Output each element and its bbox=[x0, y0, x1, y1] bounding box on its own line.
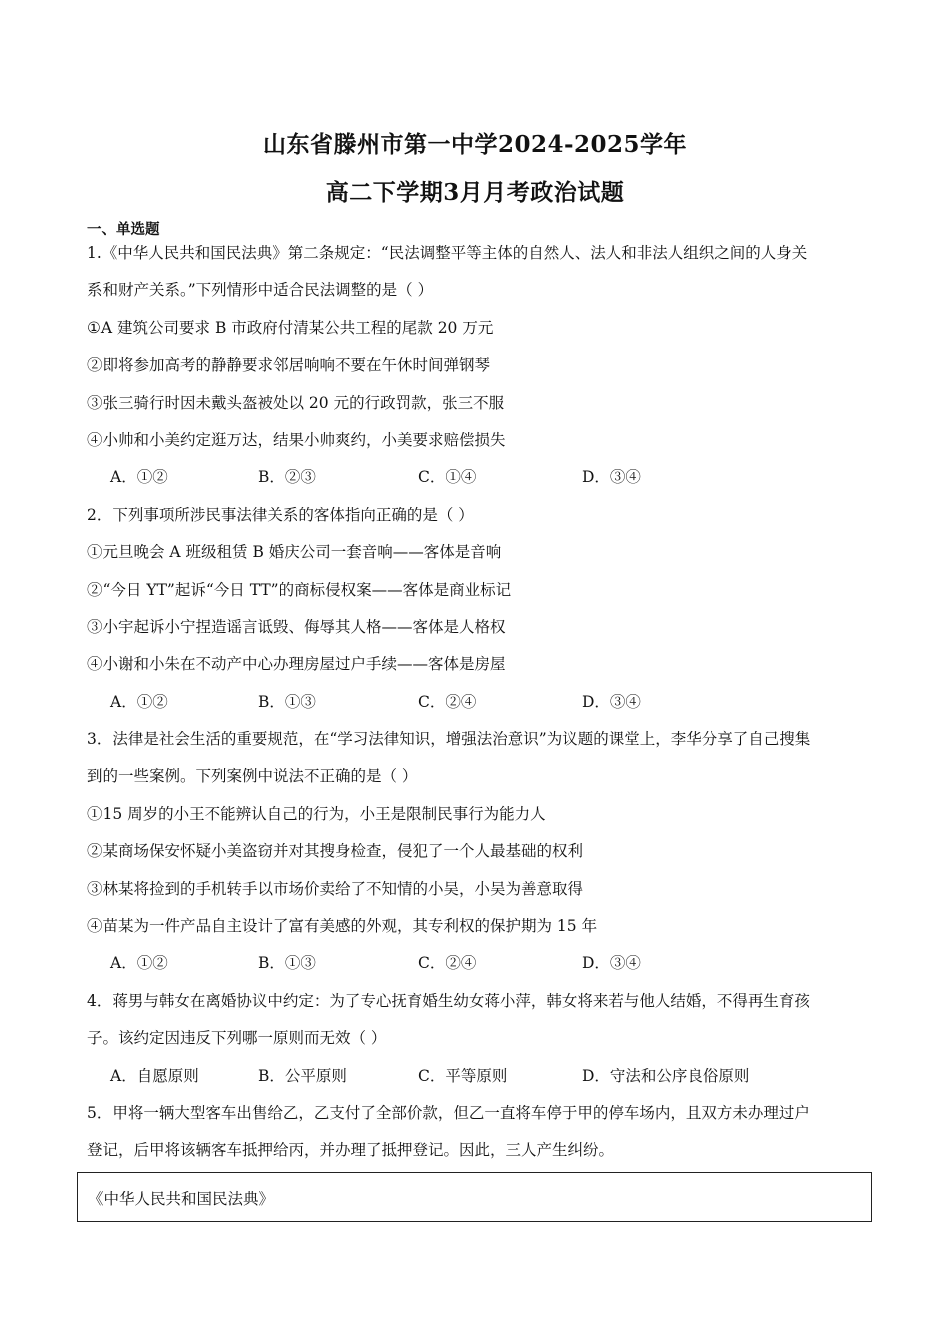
question-option-item: ③张三骑行时因未戴头盔被处以 20 元的行政罚款，张三不服 bbox=[87, 393, 505, 412]
question-stem-line: 系和财产关系。”下列情形中适合民法调整的是（ ） bbox=[87, 281, 434, 300]
question-stem bbox=[87, 505, 865, 525]
question-stem bbox=[87, 729, 865, 786]
question-option-item: ①A 建筑公司要求 B 市政府付清某公共工程的尾款 20 万元 bbox=[87, 318, 494, 337]
answer-choices-row bbox=[87, 953, 865, 973]
material-box-text: 《中华人民共和国民法典》 bbox=[88, 1190, 275, 1208]
question-option-item: ④苗某为一件产品自主设计了富有美感的外观，其专利权的保护期为 15 年 bbox=[87, 917, 598, 936]
question-option-item: ①15 周岁的小王不能辨认自己的行为，小王是限制民事行为能力人 bbox=[87, 804, 546, 823]
answer-choice[interactable]: A．①② bbox=[110, 692, 168, 711]
question-option-item: ④小谢和小朱在不动产中心办理房屋过户手续——客体是房屋 bbox=[87, 655, 506, 674]
answer-choice[interactable]: A．①② bbox=[110, 468, 168, 487]
question-stem-line: 2．下列事项所涉民事法律关系的客体指向正确的是（ ） bbox=[87, 505, 474, 524]
answer-choice[interactable]: D．③④ bbox=[582, 954, 641, 973]
answer-choice[interactable]: C．②④ bbox=[418, 692, 477, 711]
question-option-item: ②“今日 YT”起诉“今日 TT”的商标侵权案——客体是商业标记 bbox=[87, 580, 512, 599]
answer-choices-row bbox=[87, 1066, 865, 1086]
answer-choices-row bbox=[87, 467, 865, 487]
exam-title-line2: 高二下学期3月月考政治试题 bbox=[325, 179, 625, 206]
answer-choice[interactable]: B．公平原则 bbox=[258, 1066, 347, 1085]
answer-choice[interactable]: A．自愿原则 bbox=[110, 1066, 199, 1085]
question-stem-line: 5．甲将一辆大型客车出售给乙，乙支付了全部价款，但乙一直将车停于甲的停车场内，且双方未办理过户 bbox=[87, 1103, 810, 1122]
question-option-item: ②某商场保安怀疑小美盗窃并对其搜身检查，侵犯了一个人最基础的权利 bbox=[87, 842, 584, 861]
question-option-item: ④小帅和小美约定逛万达，结果小帅爽约，小美要求赔偿损失 bbox=[87, 430, 506, 449]
answer-choice[interactable]: D．③④ bbox=[582, 468, 641, 487]
question-option-item: ①元旦晚会 A 班级租赁 B 婚庆公司一套音响——客体是音响 bbox=[87, 543, 502, 562]
question-stem-line: 登记，后甲将该辆客车抵押给丙，并办理了抵押登记。因此，三人产生纠纷。 bbox=[87, 1141, 615, 1160]
question-list bbox=[87, 243, 865, 1178]
material-box bbox=[77, 1172, 872, 1222]
answer-choice[interactable]: C．平等原则 bbox=[418, 1066, 508, 1085]
question-stem bbox=[87, 1103, 865, 1160]
answer-choice[interactable]: C．①④ bbox=[418, 468, 477, 487]
question-stem bbox=[87, 243, 865, 300]
answer-choice[interactable]: A．①② bbox=[110, 954, 168, 973]
section-title: 一、单选题 bbox=[87, 221, 160, 238]
answer-choices-row bbox=[87, 692, 865, 712]
question-stem bbox=[87, 991, 865, 1048]
question-stem-line: 1.《中华人民共和国民法典》第二条规定：“民法调整平等主体的自然人、法人和非法人组织之间的人身关 bbox=[87, 244, 808, 262]
answer-choice[interactable]: B．①③ bbox=[258, 692, 316, 711]
question-option-item: ②即将参加高考的静静要求邻居响响不要在午休时间弹钢琴 bbox=[87, 356, 491, 375]
answer-choice[interactable]: B．②③ bbox=[258, 468, 316, 487]
answer-choice[interactable]: D．③④ bbox=[582, 692, 641, 711]
answer-choice[interactable]: B．①③ bbox=[258, 954, 316, 973]
question-stem-line: 3．法律是社会生活的重要规范，在“学习法律知识，增强法治意识”为议题的课堂上，李华分享了自己搜集 bbox=[87, 730, 811, 749]
question-stem-line: 到的一些案例。下列案例中说法不正确的是（ ） bbox=[87, 767, 418, 786]
answer-choice[interactable]: D．守法和公序良俗原则 bbox=[582, 1066, 750, 1085]
question-option-item: ③林某将捡到的手机转手以市场价卖给了不知情的小吴，小吴为善意取得 bbox=[87, 879, 584, 898]
question-stem-line: 子。该约定因违反下列哪一原则而无效（ ） bbox=[87, 1029, 387, 1048]
question-stem-line: 4．蒋男与韩女在离婚协议中约定：为了专心抚育婚生幼女蒋小萍，韩女将来若与他人结婚，不得再生育孩 bbox=[87, 991, 810, 1010]
exam-title-line1: 山东省滕州市第一中学2024-2025学年 bbox=[262, 131, 688, 158]
answer-choice[interactable]: C．②④ bbox=[418, 954, 477, 973]
question-option-item: ③小宇起诉小宁捏造谣言诋毁、侮辱其人格——客体是人格权 bbox=[87, 617, 506, 636]
